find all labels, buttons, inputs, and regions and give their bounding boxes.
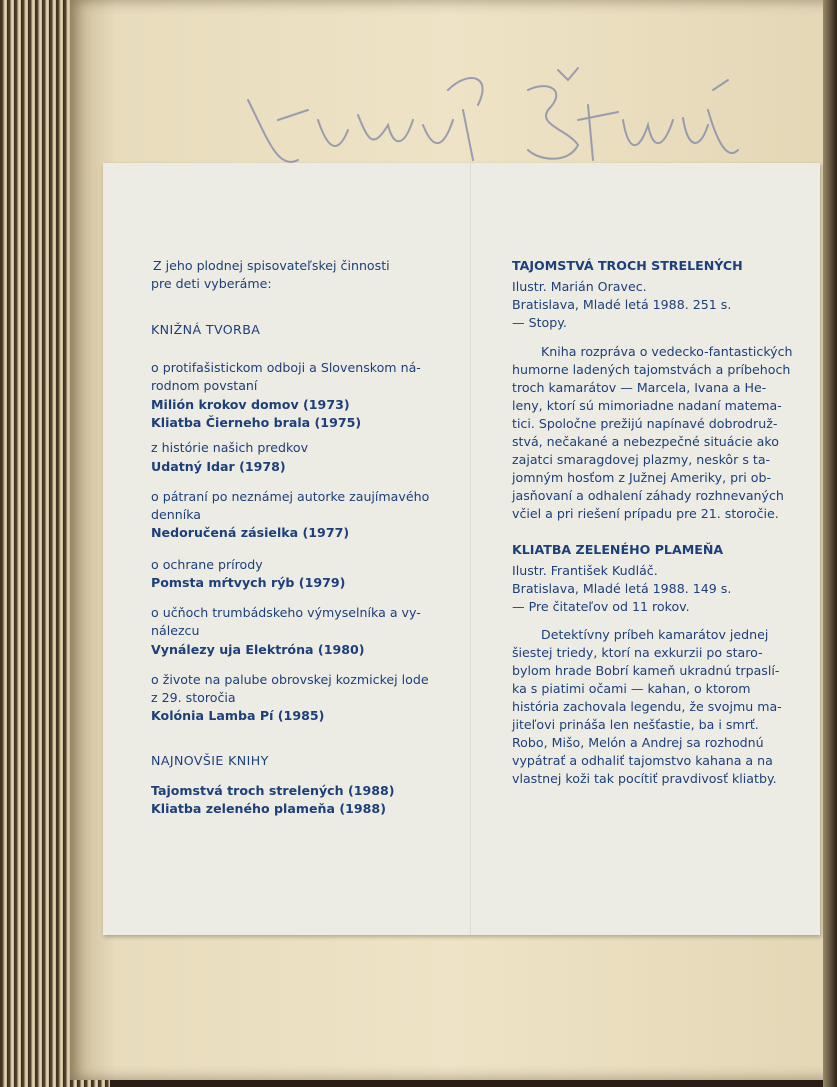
intro-line-1: Z jeho plodnej spisovateľskej činnosti bbox=[153, 258, 390, 273]
book1-info: — Stopy. bbox=[512, 315, 567, 330]
entry-desc: nálezcu bbox=[151, 623, 200, 638]
leaflet-fold bbox=[470, 163, 472, 935]
book-title: Milión krokov domov (1973) bbox=[151, 397, 350, 412]
book1-desc: leny, ktorí sú mimoriadne nadaní matema- bbox=[512, 398, 782, 413]
entry-desc: o ochrane prírody bbox=[151, 557, 263, 572]
section-heading-book-works: KNIŽNÁ TVORBA bbox=[151, 322, 261, 337]
book2-desc: vypátrať a odhaliť tajomstvo kahana a na bbox=[512, 753, 773, 768]
section-heading-new-books: NAJNOVŠIE KNIHY bbox=[151, 753, 269, 768]
book-title: Pomsta mŕtvych rýb (1979) bbox=[151, 575, 346, 590]
new-book-title: Tajomstvá troch strelených (1988) bbox=[151, 783, 395, 798]
book1-desc: včiel a pri riešení prípadu pre 21. storočie. bbox=[512, 506, 779, 521]
book2-desc: história zachovala legendu, že svojmu ma- bbox=[512, 699, 782, 714]
entry-desc: denníka bbox=[151, 507, 201, 522]
book1-info: Ilustr. Marián Oravec. bbox=[512, 279, 647, 294]
entry-desc: z histórie našich predkov bbox=[151, 440, 309, 455]
book1-desc: humorne ladených tajomstvách a príbehoch bbox=[512, 362, 791, 377]
book-title: Udatný Idar (1978) bbox=[151, 459, 286, 474]
book2-desc: jiteľovi prináša len nešťastie, ba i smrť. bbox=[512, 717, 759, 732]
book-spine-shadow bbox=[823, 0, 837, 1087]
book2-desc: bylom hrade Bobrí kameň ukradnú trpaslí- bbox=[512, 663, 780, 678]
leaflet-insert bbox=[103, 163, 820, 935]
book1-desc: stvá, nečakané a nebezpečné situácie ako bbox=[512, 434, 779, 449]
entry-desc: z 29. storočia bbox=[151, 690, 236, 705]
book2-title: KLIATBA ZELENÉHO PLAMEŇA bbox=[512, 542, 724, 557]
entry-desc: o učňoch trumbádskeho výmyselníka a vy- bbox=[151, 605, 421, 620]
book1-desc: tici. Spoločne prežijú napínavé dobrodruž- bbox=[512, 416, 778, 431]
book2-desc: ka s piatimi očami — kahan, o ktorom bbox=[512, 681, 751, 696]
book1-desc: zajatci smaragdovej plazmy, neskôr s ta- bbox=[512, 452, 771, 467]
entry-desc: rodnom povstaní bbox=[151, 378, 258, 393]
book2-desc: Robo, Mišo, Melón a Andrej sa rozhodnú bbox=[512, 735, 764, 750]
book2-desc: Detektívny príbeh kamarátov jednej bbox=[541, 627, 769, 642]
new-book-title: Kliatba zeleného plameňa (1988) bbox=[151, 801, 386, 816]
book-title: Nedoručená zásielka (1977) bbox=[151, 525, 350, 540]
book-title: Vynálezy uja Elektróna (1980) bbox=[151, 642, 365, 657]
entry-desc: o živote na palube obrovskej kozmickej lode bbox=[151, 672, 429, 687]
book1-info: Bratislava, Mladé letá 1988. 251 s. bbox=[512, 297, 732, 312]
book1-desc: troch kamarátov — Marcela, Ivana a He- bbox=[512, 380, 767, 395]
intro-line-2: pre deti vyberáme: bbox=[151, 276, 272, 291]
book2-desc: vlastnej koži tak pocítiť pravdivosť kliatby. bbox=[512, 771, 777, 786]
book1-title: TAJOMSTVÁ TROCH STRELENÝCH bbox=[512, 258, 743, 273]
book1-desc: jomným hosťom z Južnej Ameriky, pri ob- bbox=[512, 470, 772, 485]
book2-info: Ilustr. František Kudláč. bbox=[512, 563, 658, 578]
book-title: Kliatba Čierneho brala (1975) bbox=[151, 415, 362, 430]
book-title: Kolónia Lamba Pí (1985) bbox=[151, 708, 325, 723]
book2-info: Bratislava, Mladé letá 1988. 149 s. bbox=[512, 581, 732, 596]
book1-desc: jasňovaní a odhalení záhady rozhnevaných bbox=[512, 488, 784, 503]
book1-desc: Kniha rozpráva o vedecko-fantastických bbox=[541, 344, 793, 359]
entry-desc: o protifašistickom odboji a Slovenskom ná- bbox=[151, 360, 421, 375]
entry-desc: o pátraní po neznámej autorke zaujímavého bbox=[151, 489, 430, 504]
book2-info: — Pre čitateľov od 11 rokov. bbox=[512, 599, 690, 614]
book2-desc: šiestej triedy, ktorí na exkurzii po staro- bbox=[512, 645, 763, 660]
